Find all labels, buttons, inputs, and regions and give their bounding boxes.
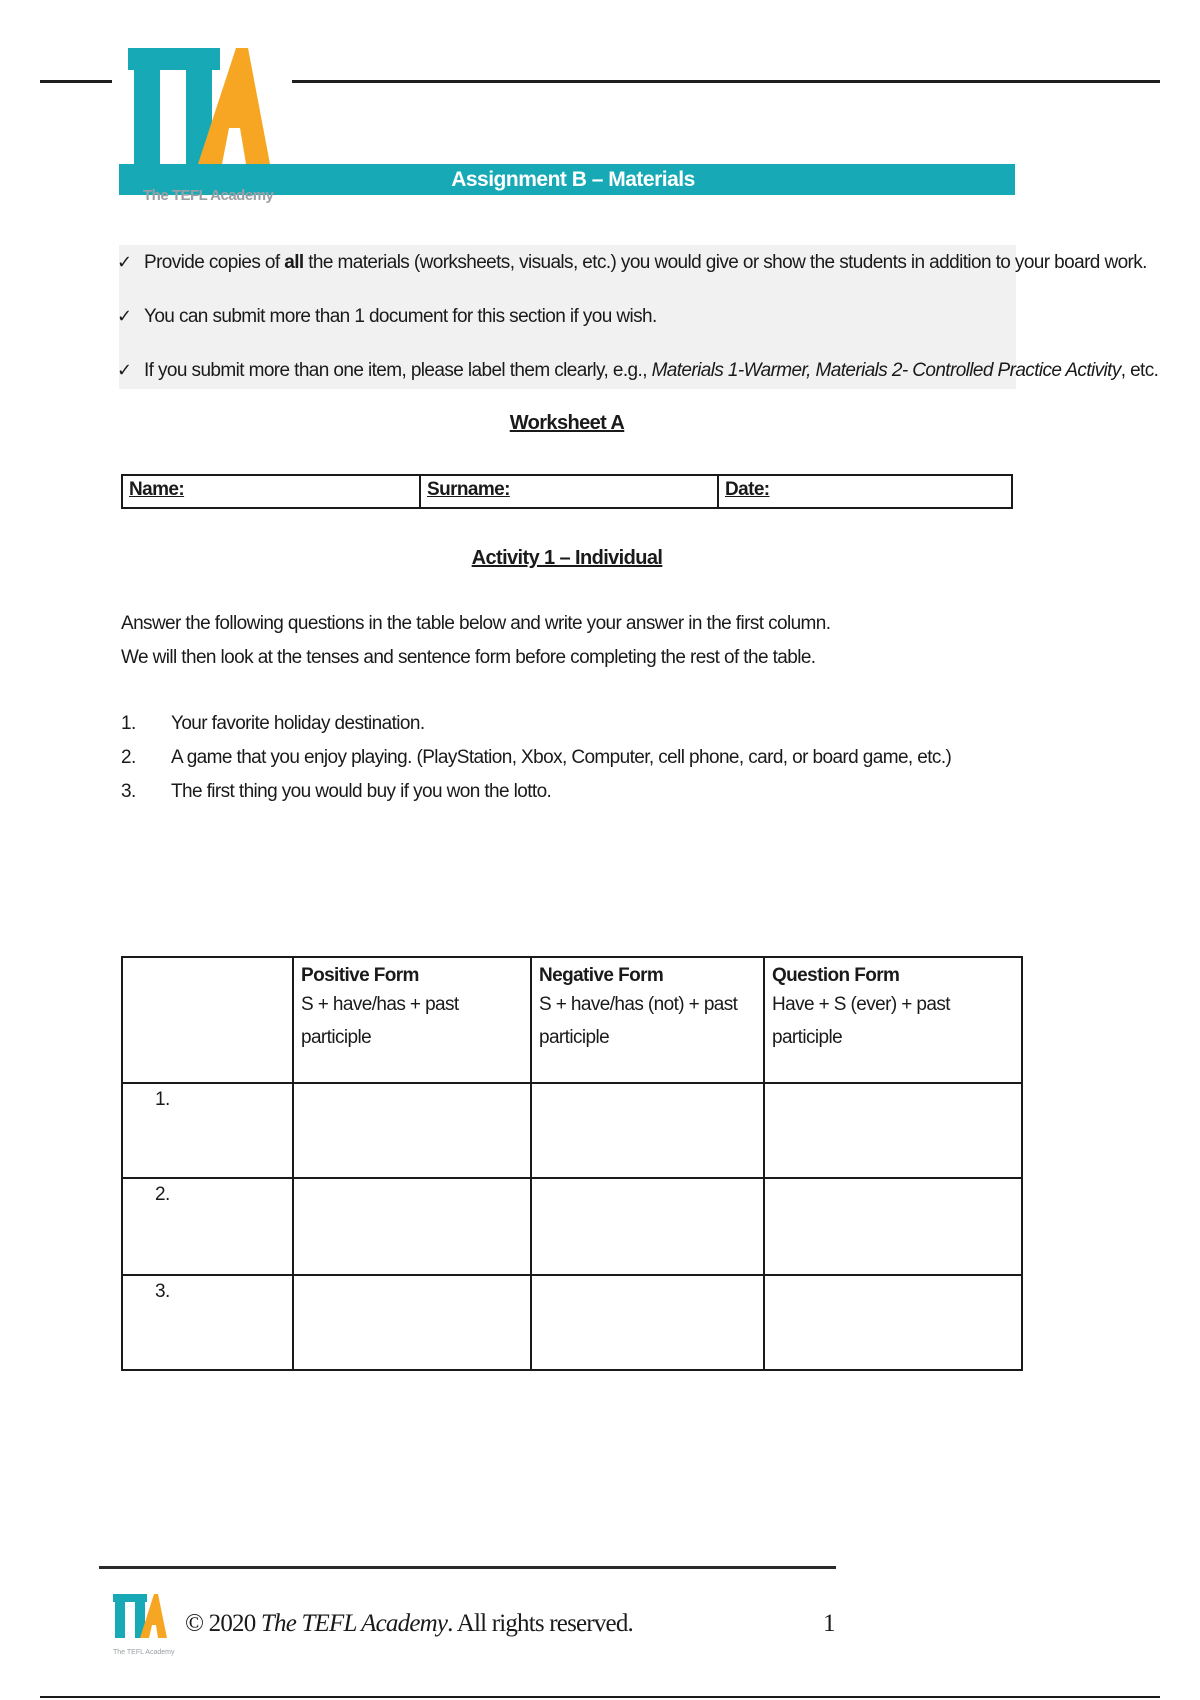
instruction-1-pre: Provide copies of <box>144 252 285 273</box>
header-rule-left <box>40 80 112 83</box>
row-3-label[interactable]: 3. <box>122 1275 293 1370</box>
date-label: Date: <box>725 479 770 500</box>
copyright-text <box>185 1610 633 1638</box>
row-2-label[interactable]: 2. <box>122 1178 293 1275</box>
surname-label: Surname: <box>427 479 510 500</box>
tense-forms-table <box>121 956 1023 1371</box>
table-row <box>122 1275 1022 1370</box>
table-row <box>122 1178 1022 1275</box>
name-label: Name: <box>129 479 185 500</box>
check-icon: ✓ <box>117 252 132 272</box>
row-2-positive-cell[interactable] <box>293 1178 531 1275</box>
question-2-number: 2. <box>121 747 136 768</box>
positive-form-title: Positive Form <box>301 965 419 986</box>
instruction-3-post: , etc. <box>1120 360 1159 381</box>
question-3-text: The first thing you would buy if you won the lotto. <box>171 781 552 802</box>
copyright-brand: The TEFL Academy <box>260 1610 448 1637</box>
page-number: 1 <box>823 1610 836 1637</box>
row-1-positive-cell[interactable] <box>293 1083 531 1178</box>
tta-logo <box>128 48 276 164</box>
footer-logo <box>113 1594 174 1656</box>
instruction-3-italic: Materials 1-Warmer, Materials 2- Controlled Practice Activity <box>651 360 1121 381</box>
row-2-question-cell[interactable] <box>764 1178 1022 1275</box>
check-icon: ✓ <box>117 306 132 326</box>
intro-line-2: We will then look at the tenses and sentence form before completing the rest of the table. <box>121 647 816 668</box>
instructions-box <box>117 245 1159 389</box>
header-positive-form <box>293 957 531 1083</box>
banner-title: Assignment B – Materials <box>451 168 695 191</box>
row-3-positive-cell[interactable] <box>293 1275 531 1370</box>
instruction-1-bold: all <box>284 252 304 273</box>
question-form-title: Question Form <box>772 965 900 986</box>
student-info-box <box>121 474 1013 509</box>
date-field[interactable] <box>719 476 1011 507</box>
intro-line-1: Answer the following questions in the table below and write your answer in the first column. <box>121 613 831 634</box>
logo-brand-text: The TEFL Academy <box>143 187 274 204</box>
copyright-post: . All rights reserved. <box>447 1610 634 1637</box>
instruction-2-text: You can submit more than 1 document for this section if you wish. <box>144 306 657 327</box>
header-cell-empty <box>122 957 293 1083</box>
header-rule-right <box>292 80 1160 83</box>
negative-form-formula: S + have/has (not) + past participle <box>539 994 738 1048</box>
tta-logo-graphic <box>128 48 276 164</box>
row-1-label[interactable]: 1. <box>122 1083 293 1178</box>
question-3-number: 3. <box>121 781 136 802</box>
surname-field[interactable] <box>421 476 719 507</box>
row-3-negative-cell[interactable] <box>531 1275 764 1370</box>
name-field[interactable] <box>123 476 421 507</box>
check-icon: ✓ <box>117 360 132 380</box>
activity-title: Activity 1 – Individual <box>471 547 663 569</box>
instruction-1 <box>117 252 1147 274</box>
question-1-number: 1. <box>121 713 136 734</box>
footer-logo-graphic <box>113 1594 169 1646</box>
positive-form-formula: S + have/has + past participle <box>301 994 459 1048</box>
instruction-2 <box>117 306 657 328</box>
row-1-question-cell[interactable] <box>764 1083 1022 1178</box>
table-header-row <box>122 957 1022 1083</box>
worksheet-title: Worksheet A <box>509 412 625 434</box>
copyright-pre: © 2020 <box>185 1610 261 1637</box>
question-form-formula: Have + S (ever) + past participle <box>772 994 950 1048</box>
instruction-1-post: the materials (worksheets, visuals, etc.) you would give or show the students in addition to your board work. <box>303 252 1147 273</box>
row-2-negative-cell[interactable] <box>531 1178 764 1275</box>
negative-form-title: Negative Form <box>539 965 664 986</box>
header-question-form <box>764 957 1022 1083</box>
question-1-text: Your favorite holiday destination. <box>171 713 425 734</box>
instruction-3 <box>117 360 1159 382</box>
question-2-text: A game that you enjoy playing. (PlayStation, Xbox, Computer, cell phone, card, or board game, etc.) <box>171 747 952 768</box>
row-1-negative-cell[interactable] <box>531 1083 764 1178</box>
instruction-3-pre: If you submit more than one item, please label them clearly, e.g., <box>144 360 652 381</box>
table-row <box>122 1083 1022 1178</box>
row-3-question-cell[interactable] <box>764 1275 1022 1370</box>
footer-logo-caption: The TEFL Academy <box>113 1649 175 1656</box>
header-negative-form <box>531 957 764 1083</box>
bottom-rule <box>40 1696 1160 1698</box>
footer-rule <box>99 1566 836 1569</box>
